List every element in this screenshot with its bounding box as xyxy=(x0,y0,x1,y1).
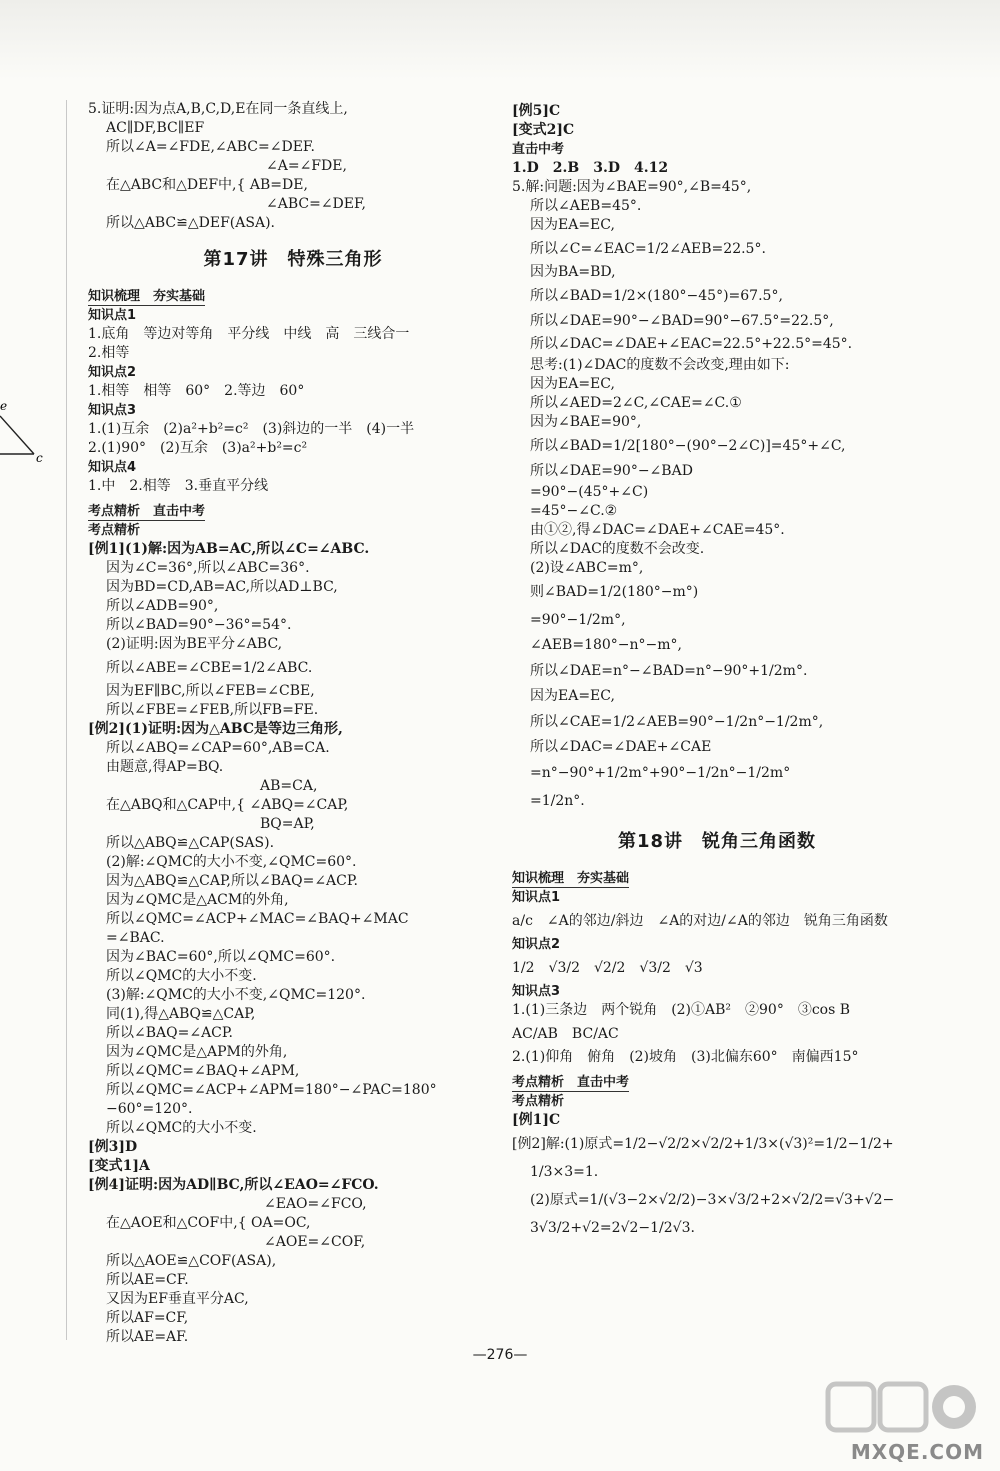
example-line: (2)原式=1/(√3−2×√2/2)−3×√3/2+2×√2/2=√3+√2− xyxy=(530,1192,895,1208)
solution-line: 因为EA=EC, xyxy=(530,217,615,233)
knowledge-point-label: 知识点1 xyxy=(512,890,561,905)
solution-line: 所以∠DAE=n°−∠BAD=n°−90°+1/2m°. xyxy=(530,663,808,679)
example-line: =∠BAC. xyxy=(106,930,165,946)
triangle-figure-fragment xyxy=(0,396,46,466)
example-line: 1/3×3=1. xyxy=(530,1164,599,1180)
solution-line: 所以∠DAC=∠DAE+∠CAE xyxy=(530,739,712,755)
section-subhead: 考点精析 直击中考 xyxy=(512,1071,629,1092)
example-line: 所以∠ABE=∠CBE=1/2∠ABC. xyxy=(106,660,313,676)
example-line: 因为∠QMC是△ACM的外角, xyxy=(106,892,289,908)
example-line: 同(1),得△ABQ≌△CAP, xyxy=(106,1006,256,1022)
solution-line: 因为∠BAE=90°, xyxy=(530,414,642,430)
example-line: 因为EF∥BC,所以∠FEB=∠CBE, xyxy=(106,683,315,699)
answer-line: 1/2 √3/2 √2/2 √3/2 √3 xyxy=(512,960,703,976)
answer-line: [变式2]C xyxy=(512,122,575,138)
solution-line: ∠AEB=180°−n°−m°, xyxy=(530,637,683,653)
answer-line: 1.相等 相等 60° 2.等边 60° xyxy=(88,383,305,399)
example-line: AB=CA, xyxy=(260,778,318,794)
lecture-18-title: 第18讲 锐角三角函数 xyxy=(617,831,817,852)
answer-line: 1.(1)互余 (2)a²+b²=c² (3)斜边的一半 (4)一半 xyxy=(88,421,415,437)
proof-line: 在△ABC和△DEF中,{ AB=DE, xyxy=(106,177,308,193)
example-line: 因为△ABQ≌△CAP,所以∠BAQ=∠ACP. xyxy=(106,873,358,889)
solution-line: 因为BA=BD, xyxy=(530,264,616,280)
example-line: 所以△AOE≌△COF(ASA), xyxy=(106,1253,277,1269)
example-line: 所以AE=AF. xyxy=(106,1329,189,1345)
example-line: 所以∠QMC的大小不变. xyxy=(106,1120,257,1136)
example-line: [例3]D xyxy=(88,1139,138,1155)
section-subhead: 考点精析 直击中考 xyxy=(88,500,205,521)
example-line: 因为∠QMC是△APM的外角, xyxy=(106,1044,288,1060)
example-line: [例2](1)证明:因为△ABC是等边三角形, xyxy=(88,721,343,737)
example-line: [例4]证明:因为AD∥BC,所以∠EAO=∠FCO. xyxy=(88,1177,379,1193)
solution-line: =n°−90°+1/2m°+90°−1/2n°−1/2m° xyxy=(530,765,791,781)
example-line: 所以∠QMC=∠ACP+∠APM=180°−∠PAC=180° xyxy=(106,1082,437,1098)
example-line: [例1](1)解:因为AB=AC,所以∠C=∠ABC. xyxy=(88,541,370,557)
proof-line: 5.证明:因为点A,B,C,D,E在同一条直线上, xyxy=(88,101,348,117)
example-line: −60°=120°. xyxy=(106,1101,193,1117)
knowledge-point-label: 知识点4 xyxy=(88,460,137,475)
solution-line: 所以∠CAE=1/2∠AEB=90°−1/2n°−1/2m°, xyxy=(530,714,824,730)
example-line: [例2]解:(1)原式=1/2−√2/2×√2/2+1/3×(√3)²=1/2−1/2+ xyxy=(512,1136,894,1152)
solution-line: =90°−1/2m°, xyxy=(530,612,626,628)
proof-line: ∠A=∠FDE, xyxy=(266,158,347,174)
figure-label-c: c xyxy=(36,451,43,465)
answer-line: 1.底角 等边对等角 平分线 中线 高 三线合一 xyxy=(88,326,410,342)
solution-line: 所以∠AED=2∠C,∠CAE=∠C.① xyxy=(530,395,742,411)
answer-line: 1.中 2.相等 3.垂直平分线 xyxy=(88,478,269,494)
example-line: 所以AE=CF. xyxy=(106,1272,189,1288)
example-line: 在△AOE和△COF中,{ OA=OC, xyxy=(106,1215,311,1231)
example-line: [例1]C xyxy=(512,1112,561,1128)
solution-line: 所以∠C=∠EAC=1/2∠AEB=22.5°. xyxy=(530,241,766,257)
answer-line: [例5]C xyxy=(512,103,561,119)
example-line: ∠AOE=∠COF, xyxy=(264,1234,366,1250)
column-rule xyxy=(66,100,67,1340)
solution-line: (2)设∠ABC=m°, xyxy=(530,560,644,576)
example-line: 所以△ABQ≌△CAP(SAS). xyxy=(106,835,275,851)
example-line: 所以∠FBE=∠FEB,所以FB=FE. xyxy=(106,702,319,718)
example-line: 由题意,得AP=BQ. xyxy=(106,759,224,775)
analysis-label: 考点精析 xyxy=(88,523,141,538)
example-line: 因为∠BAC=60°,所以∠QMC=60°. xyxy=(106,949,336,965)
solution-line: 则∠BAD=1/2(180°−m°) xyxy=(530,584,699,600)
example-line: 因为BD=CD,AB=AC,所以AD⊥BC, xyxy=(106,579,338,595)
solution-line: 所以∠AEB=45°. xyxy=(530,198,642,214)
example-line: 所以∠ADB=90°, xyxy=(106,598,219,614)
scan-top-margin xyxy=(0,0,1000,80)
solution-line: 因为EA=EC, xyxy=(530,688,615,704)
knowledge-point-label: 知识点1 xyxy=(88,308,137,323)
proof-line: 所以△ABC≌△DEF(ASA). xyxy=(106,215,275,231)
example-line: 所以∠ABQ=∠CAP=60°,AB=CA. xyxy=(106,740,330,756)
proof-line: AC∥DF,BC∥EF xyxy=(106,120,205,136)
example-line: [变式1]A xyxy=(88,1158,150,1174)
left-column xyxy=(88,100,498,1347)
answer-line: AC/AB BC/AC xyxy=(512,1026,619,1042)
section-subhead: 知识梳理 夯实基础 xyxy=(512,867,629,888)
solution-line: =90°−(45°+∠C) xyxy=(530,484,649,500)
right-column xyxy=(512,102,922,1242)
knowledge-point-label: 知识点3 xyxy=(512,984,561,999)
solution-line: 5.解:问题:因为∠BAE=90°,∠B=45°, xyxy=(512,179,752,195)
knowledge-point-label: 知识点2 xyxy=(512,937,561,952)
answer-line: 2.相等 xyxy=(88,345,130,361)
lecture-17-title: 第17讲 特殊三角形 xyxy=(203,249,383,270)
example-line: 又因为EF垂直平分AC, xyxy=(106,1291,249,1307)
proof-line: ∠ABC=∠DEF, xyxy=(266,196,366,212)
example-line: 所以∠BAQ=∠ACP. xyxy=(106,1025,233,1041)
example-line: 3√3/2+√2=2√2−1/2√3. xyxy=(530,1220,695,1236)
example-line: 所以∠QMC的大小不变. xyxy=(106,968,257,984)
section-label: 直击中考 xyxy=(512,142,565,157)
solution-line: =1/2n°. xyxy=(530,793,585,809)
example-line: (2)证明:因为BE平分∠ABC, xyxy=(106,636,283,652)
solution-line: 思考:(1)∠DAC的度数不会改变,理由如下: xyxy=(530,357,790,373)
solution-line: 所以∠BAD=1/2×(180°−45°)=67.5°, xyxy=(530,288,783,304)
example-line: 所以AF=CF, xyxy=(106,1310,189,1326)
answer-line: 1.D 2.B 3.D 4.12 xyxy=(512,160,669,176)
solution-line: 所以∠DAE=90°−∠BAD=90°−67.5°=22.5°, xyxy=(530,313,834,329)
page-number: —276— xyxy=(472,1347,528,1363)
answer-line: a/c ∠A的邻边/斜边 ∠A的对边/∠A的邻边 锐角三角函数 xyxy=(512,913,888,929)
example-line: 所以∠QMC=∠ACP+∠MAC=∠BAQ+∠MAC xyxy=(106,911,409,927)
knowledge-point-label: 知识点3 xyxy=(88,403,137,418)
watermark-text: MXQE.COM xyxy=(850,1440,984,1464)
solution-line: 所以∠BAD=1/2[180°−(90°−2∠C)]=45°+∠C, xyxy=(530,438,846,454)
solution-line: =45°−∠C.② xyxy=(530,503,618,519)
example-line: 所以∠QMC=∠BAQ+∠APM, xyxy=(106,1063,300,1079)
example-line: ∠EAO=∠FCO, xyxy=(264,1196,367,1212)
analysis-label: 考点精析 xyxy=(512,1094,565,1109)
example-line: (2)解:∠QMC的大小不变,∠QMC=60°. xyxy=(106,854,357,870)
proof-line: 所以∠A=∠FDE,∠ABC=∠DEF. xyxy=(106,139,315,155)
solution-line: 所以∠DAC=∠DAE+∠EAC=22.5°+22.5°=45°. xyxy=(530,336,853,352)
solution-line: 由①②,得∠DAC=∠DAE+∠CAE=45°. xyxy=(530,522,785,538)
example-line: 在△ABQ和△CAP中,{ ∠ABQ=∠CAP, xyxy=(106,797,349,813)
example-line: (3)解:∠QMC的大小不变,∠QMC=120°. xyxy=(106,987,366,1003)
solution-line: 因为EA=EC, xyxy=(530,376,615,392)
answer-line: 2.(1)90° (2)互余 (3)a²+b²=c² xyxy=(88,440,308,456)
example-line: BQ=AP, xyxy=(260,816,315,832)
knowledge-point-label: 知识点2 xyxy=(88,365,137,380)
example-line: 因为∠C=36°,所以∠ABC=36°. xyxy=(106,560,310,576)
solution-line: 所以∠DAE=90°−∠BAD xyxy=(530,463,693,479)
solution-line: 所以∠DAC的度数不会改变. xyxy=(530,541,705,557)
answer-line: 2.(1)仰角 俯角 (2)坡角 (3)北偏东60° 南偏西15° xyxy=(512,1049,859,1065)
example-line: 所以∠BAD=90°−36°=54°. xyxy=(106,617,292,633)
answer-line: 1.(1)三条边 两个锐角 (2)①AB² ②90° ③cos B xyxy=(512,1002,851,1018)
section-subhead: 知识梳理 夯实基础 xyxy=(88,285,205,306)
figure-label-e: e xyxy=(0,399,8,413)
